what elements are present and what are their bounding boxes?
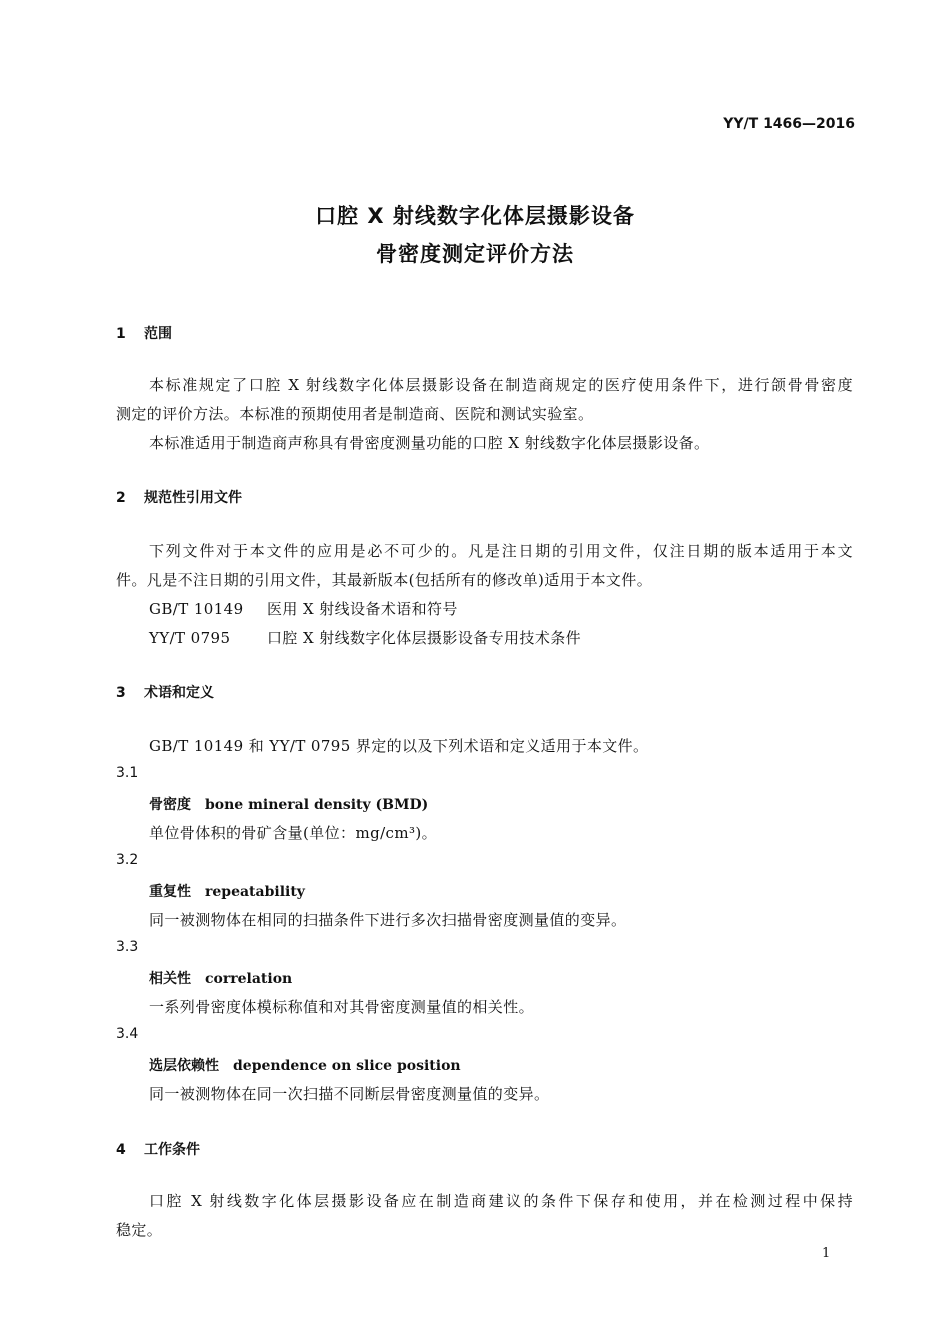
clause-number: 3.1 — [116, 765, 139, 781]
section-number: 2 — [116, 490, 126, 506]
term-chinese: 重复性 — [149, 884, 191, 900]
reference-title: 医用 X 射线设备术语和符号 — [267, 600, 458, 618]
term-english: correlation — [205, 971, 293, 987]
reference-title: 口腔 X 射线数字化体层摄影设备专用技术条件 — [267, 629, 582, 647]
page-number: 1 — [822, 1246, 831, 1261]
document-title-line2: 骨密度测定评价方法 — [376, 242, 574, 266]
section-3-heading — [116, 682, 214, 702]
reference-item — [149, 598, 458, 619]
section-4-heading — [116, 1139, 200, 1159]
term-chinese: 选层依赖性 — [149, 1058, 219, 1074]
term-english: dependence on slice position — [233, 1058, 461, 1074]
term-entry — [149, 1055, 461, 1075]
term-definition: 一系列骨密度体模标称值和对其骨密度测量值的相关性。 — [149, 998, 535, 1016]
section-1-heading — [116, 323, 172, 343]
section-4-para1-line1: 口腔 X 射线数字化体层摄影设备应在制造商建议的条件下保存和使用，并在检测过程中保持 — [149, 1192, 853, 1210]
section-1-para2: 本标准适用于制造商声称具有骨密度测量功能的口腔 X 射线数字化体层摄影设备。 — [149, 434, 710, 452]
document-title-line1: 口腔 X 射线数字化体层摄影设备 — [315, 204, 635, 228]
term-entry — [149, 881, 305, 901]
clause-number: 3.3 — [116, 939, 139, 955]
reference-item — [149, 627, 581, 648]
term-definition: 单位骨体积的骨矿含量(单位：mg/cm³)。 — [149, 824, 438, 842]
term-chinese: 骨密度 — [149, 797, 191, 813]
section-4-para1-line2: 稳定。 — [116, 1221, 163, 1239]
term-definition: 同一被测物体在同一次扫描不同断层骨密度测量值的变异。 — [149, 1085, 550, 1103]
section-number: 3 — [116, 685, 126, 701]
section-2-heading — [116, 487, 242, 507]
clause-number: 3.4 — [116, 1026, 139, 1042]
section-2-para1-line2: 件。凡是不注日期的引用文件，其最新版本(包括所有的修改单)适用于本文件。 — [116, 571, 653, 589]
section-number: 4 — [116, 1142, 126, 1158]
section-1-para1-line2: 测定的评价方法。本标准的预期使用者是制造商、医院和测试实验室。 — [116, 405, 594, 423]
reference-code: YY/T 0795 — [149, 629, 231, 647]
term-entry — [149, 794, 428, 814]
section-number: 1 — [116, 326, 126, 342]
section-title: 术语和定义 — [144, 685, 214, 701]
section-3-intro: GB/T 10149 和 YY/T 0795 界定的以及下列术语和定义适用于本文件。 — [149, 737, 649, 755]
term-english: repeatability — [205, 884, 305, 900]
section-title: 规范性引用文件 — [144, 490, 242, 506]
term-chinese: 相关性 — [149, 971, 191, 987]
term-definition: 同一被测物体在相同的扫描条件下进行多次扫描骨密度测量值的变异。 — [149, 911, 627, 929]
clause-number: 3.2 — [116, 852, 139, 868]
section-1-para1-line1: 本标准规定了口腔 X 射线数字化体层摄影设备在制造商规定的医疗使用条件下，进行颌骨骨密度 — [149, 376, 853, 394]
section-2-para1-line1: 下列文件对于本文件的应用是必不可少的。凡是注日期的引用文件，仅注日期的版本适用于本文 — [149, 542, 853, 560]
term-entry — [149, 968, 292, 988]
section-title: 工作条件 — [144, 1142, 200, 1158]
reference-code: GB/T 10149 — [149, 600, 244, 618]
term-english: bone mineral density (BMD) — [205, 797, 429, 813]
section-title: 范围 — [144, 326, 172, 342]
standard-code: YY/T 1466—2016 — [723, 116, 855, 132]
